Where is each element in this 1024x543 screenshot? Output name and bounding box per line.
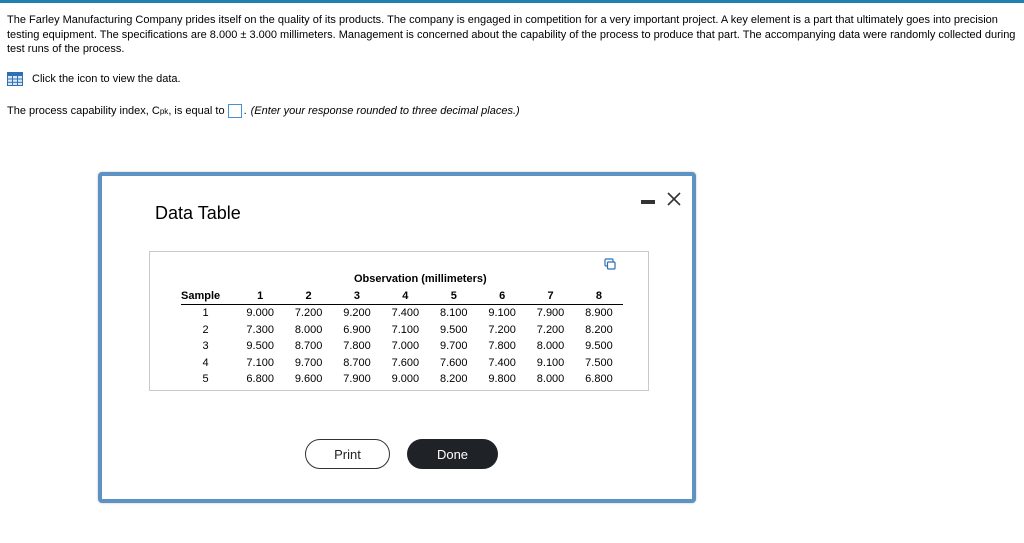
table-row [181, 371, 623, 388]
column-header: 7 [526, 287, 574, 305]
column-header: 1 [236, 287, 284, 305]
table-cell: 7.600 [439, 356, 468, 369]
view-data-label[interactable]: Click the icon to view the data. [32, 73, 181, 85]
problem-statement: The Farley Manufacturing Company prides itself on the quality of its products. The company is engaged in competition for a very important project. A key element is a part that ultimately goes into precision testing equipment. The specifications are 8.000 ± 3.000 millimeters. Management is concerned about the capability of the process to produce that part. The accompanying data were randomly collected during test runs of the process. [7, 14, 1016, 55]
data-table-dialog [98, 172, 696, 503]
table-row [181, 355, 623, 372]
table-grid-icon[interactable] [7, 72, 23, 86]
table-cell: 8.700 [343, 356, 371, 369]
table-cell: 7.300 [246, 323, 274, 336]
observation-table [181, 287, 623, 388]
print-button[interactable]: Print [305, 439, 390, 469]
question-hint: (Enter your response rounded to three decimal places.) [250, 105, 520, 117]
table-cell: 9.600 [294, 373, 323, 386]
table-cell: 9.000 [246, 307, 274, 320]
table-cell: 7.400 [391, 307, 420, 320]
table-row [181, 338, 623, 355]
close-icon[interactable] [666, 191, 682, 207]
table-cell: 9.500 [246, 340, 274, 353]
table-cell: 6.900 [343, 323, 371, 336]
observation-header: Observation (millimeters) [354, 273, 487, 285]
question-subscript: pk [159, 106, 169, 116]
table-cell: 8.200 [439, 373, 468, 386]
data-table-panel [149, 251, 649, 391]
table-cell: 8.100 [439, 307, 468, 320]
sample-cell: 2 [202, 323, 209, 336]
question-period: . [243, 105, 247, 117]
table-cell: 9.500 [585, 340, 613, 353]
column-header: 3 [333, 287, 381, 305]
table-cell: 9.500 [439, 323, 468, 336]
sample-cell: 3 [202, 340, 209, 353]
table-cell: 7.100 [391, 323, 420, 336]
top-accent-bar [0, 0, 1024, 3]
table-cell: 7.200 [536, 323, 565, 336]
sample-cell: 1 [202, 307, 209, 320]
table-row [181, 305, 623, 322]
table-cell: 8.700 [294, 340, 323, 353]
column-header: 5 [430, 287, 478, 305]
table-cell: 6.800 [585, 373, 613, 386]
table-cell: 7.100 [246, 356, 274, 369]
question-prefix: The process capability index, C [7, 105, 160, 117]
table-cell: 7.200 [294, 307, 323, 320]
table-row [181, 322, 623, 339]
table-cell: 7.900 [343, 373, 371, 386]
table-cell: 6.800 [246, 373, 274, 386]
table-cell: 9.100 [488, 307, 516, 320]
sample-cell: 5 [202, 373, 209, 386]
column-header: 4 [381, 287, 429, 305]
column-header: 8 [575, 287, 623, 305]
table-cell: 8.900 [585, 307, 613, 320]
answer-input[interactable] [228, 104, 242, 118]
question-line [7, 104, 520, 118]
table-cell: 8.000 [536, 373, 565, 386]
table-cell: 8.200 [585, 323, 613, 336]
minimize-icon[interactable] [641, 200, 655, 204]
column-header: 6 [478, 287, 526, 305]
table-cell: 7.900 [536, 307, 565, 320]
table-cell: 9.700 [294, 356, 323, 369]
table-cell: 7.800 [343, 340, 371, 353]
table-cell: 7.800 [488, 340, 516, 353]
table-cell: 7.200 [488, 323, 516, 336]
table-header-row [181, 287, 623, 305]
sample-cell: 4 [202, 356, 209, 369]
table-cell: 7.400 [488, 356, 516, 369]
table-cell: 8.000 [294, 323, 323, 336]
question-middle: , is equal to [168, 105, 225, 117]
table-cell: 9.100 [536, 356, 565, 369]
table-cell: 7.000 [391, 340, 420, 353]
table-cell: 7.500 [585, 356, 613, 369]
table-cell: 9.800 [488, 373, 516, 386]
table-cell: 9.000 [391, 373, 420, 386]
sample-column-header: Sample [181, 287, 236, 305]
dialog-title: Data Table [155, 203, 241, 223]
table-cell: 8.000 [536, 340, 565, 353]
copy-icon[interactable] [604, 258, 616, 270]
done-button[interactable]: Done [407, 439, 498, 469]
column-header: 2 [284, 287, 332, 305]
table-cell: 9.700 [439, 340, 468, 353]
table-cell: 7.600 [391, 356, 420, 369]
view-data-link[interactable] [7, 72, 181, 86]
table-cell: 9.200 [343, 307, 371, 320]
